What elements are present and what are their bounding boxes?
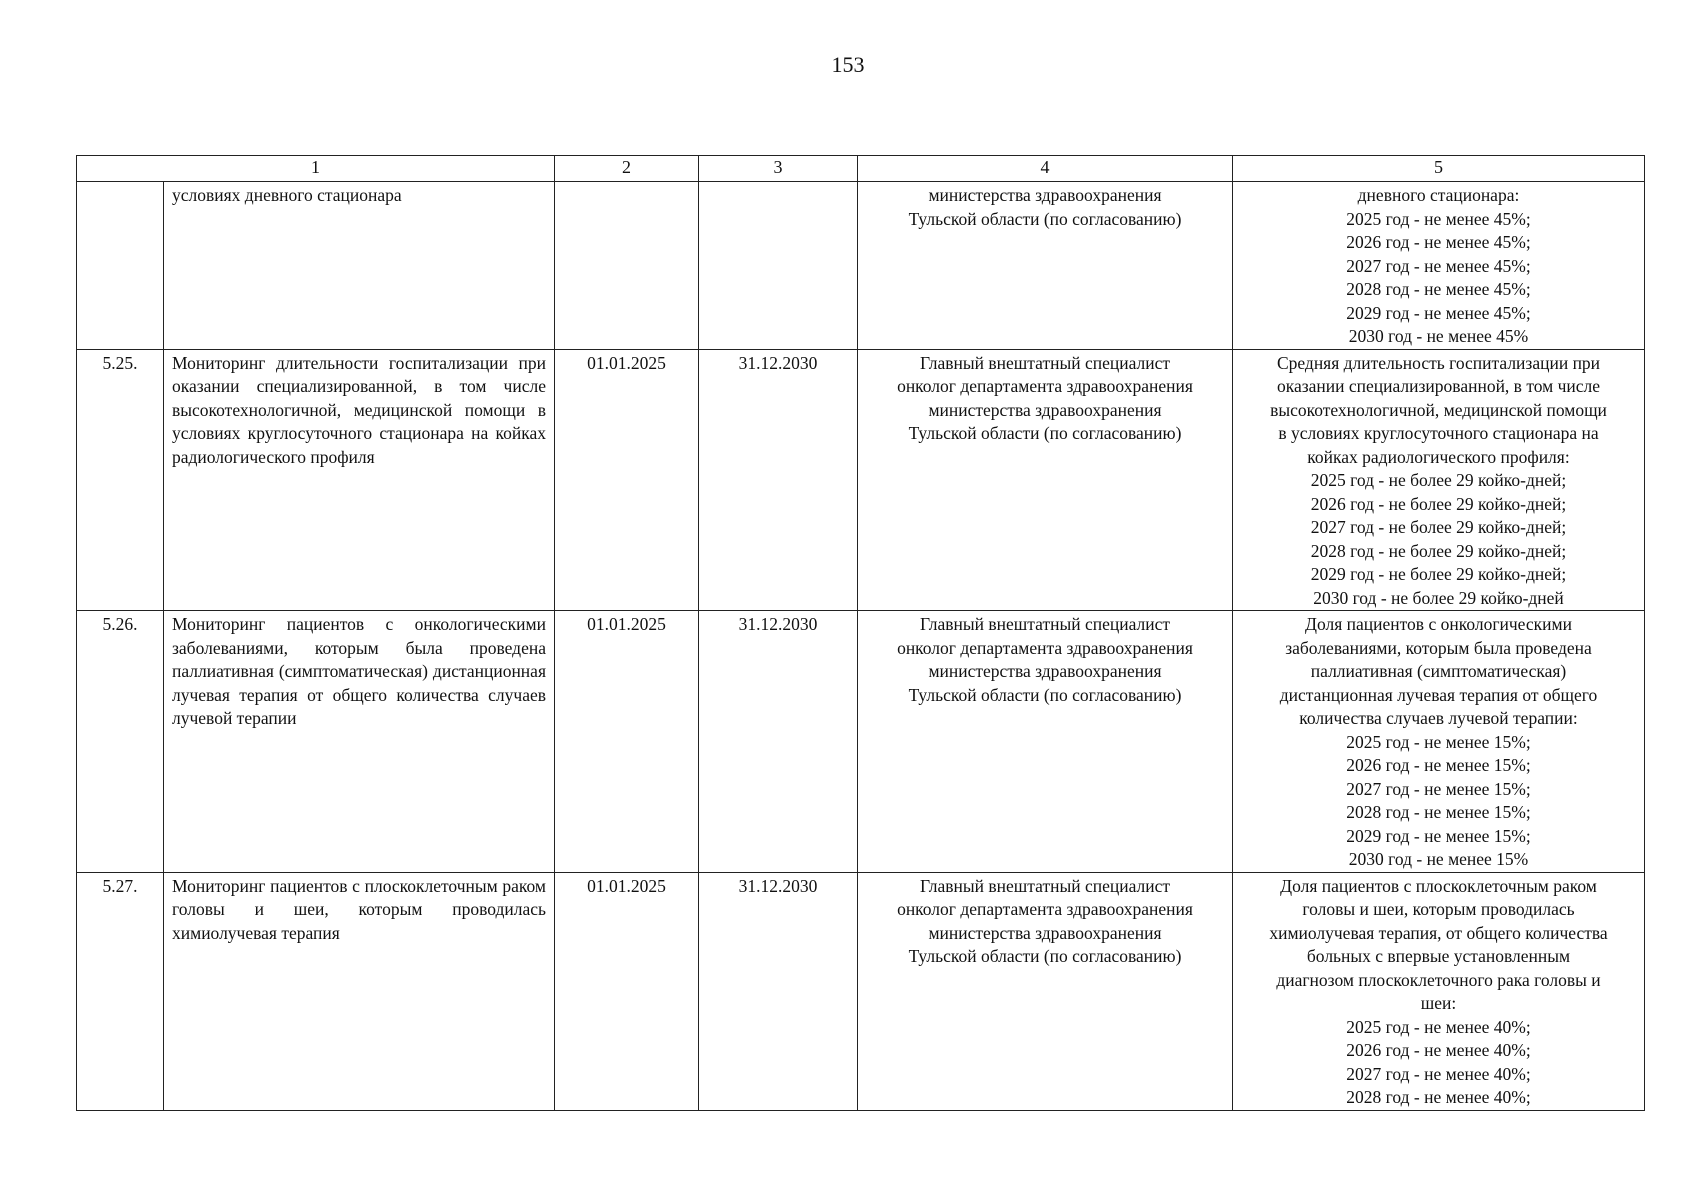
indicator-line: дневного стационара: bbox=[1357, 185, 1520, 205]
measure-name-cell bbox=[164, 611, 555, 873]
end-date-cell bbox=[699, 182, 858, 350]
indicator-line: 2026 год - не менее 45%; bbox=[1346, 232, 1531, 252]
responsible-cell bbox=[858, 349, 1233, 611]
indicator-line: головы и шеи, которым проводилась bbox=[1302, 899, 1575, 919]
responsible-line: Главный внештатный специалист bbox=[919, 614, 1171, 634]
indicator-line: 2027 год - не менее 40%; bbox=[1346, 1063, 1531, 1084]
responsible-cell bbox=[858, 872, 1233, 1110]
header-col-5: 5 bbox=[1233, 156, 1645, 182]
indicator-line: 2028 год - не более 29 койко-дней; bbox=[1310, 540, 1567, 561]
indicator-line: 2028 год - не менее 45%; bbox=[1346, 279, 1531, 299]
indicator-line: заболеваниями, которым была проведена bbox=[1285, 637, 1592, 658]
indicator-line: высокотехнологичной, медицинской помощи bbox=[1270, 399, 1607, 420]
indicator-line: 2025 год - не менее 40%; bbox=[1346, 1016, 1531, 1037]
indicator-line: шеи: bbox=[1420, 993, 1457, 1013]
responsible-line: Главный внештатный специалист bbox=[919, 352, 1171, 373]
indicator-line: 2025 год - не более 29 койко-дней; bbox=[1310, 470, 1567, 490]
table-row-continuation bbox=[77, 182, 1645, 350]
responsible-line: министерства здравоохранения bbox=[928, 661, 1162, 681]
indicator-line: Доля пациентов с плоскоклеточным раком bbox=[1280, 875, 1597, 896]
indicator-line: количества случаев лучевой терапии: bbox=[1299, 708, 1578, 728]
responsible-line: онколог департамента здравоохранения bbox=[897, 899, 1193, 919]
header-col-3: 3 bbox=[699, 156, 858, 182]
responsible-cell bbox=[858, 182, 1233, 350]
indicator-line: 2029 год - не более 29 койко-дней; bbox=[1310, 564, 1567, 584]
responsible-line: Главный внештатный специалист bbox=[919, 875, 1171, 896]
indicator-cell bbox=[1233, 872, 1645, 1110]
indicator-line: химиолучевая терапия, от общего количества bbox=[1269, 922, 1608, 943]
row-number: 5.25. bbox=[77, 349, 164, 611]
indicator-line: 2028 год - не менее 40%; bbox=[1346, 1087, 1531, 1107]
indicator-line: 2026 год - не менее 40%; bbox=[1346, 1040, 1531, 1060]
indicator-line: 2028 год - не менее 15%; bbox=[1346, 802, 1531, 822]
indicator-line: койках радиологического профиля: bbox=[1307, 446, 1570, 467]
indicator-line: в условиях круглосуточного стационара на bbox=[1278, 423, 1599, 443]
indicator-line: 2027 год - не менее 15%; bbox=[1346, 778, 1531, 799]
indicator-line: 2030 год - не более 29 койко-дней bbox=[1313, 587, 1564, 608]
indicator-line: 2030 год - не менее 45% bbox=[1348, 326, 1529, 346]
responsible-line: министерства здравоохранения bbox=[928, 399, 1162, 420]
header-row bbox=[77, 156, 1645, 182]
start-date-cell bbox=[555, 182, 699, 350]
start-date: 01.01.2025 bbox=[555, 872, 699, 1110]
indicator-cell bbox=[1233, 611, 1645, 873]
responsible-line: Тульской области (по согласованию) bbox=[908, 946, 1182, 966]
indicator-line: оказании специализированной, в том числе bbox=[1276, 376, 1601, 396]
indicator-line: дистанционная лучевая терапия от общего bbox=[1279, 684, 1598, 705]
page-number: 153 bbox=[831, 52, 865, 77]
table-row-5-27 bbox=[77, 872, 1645, 1110]
table-row-5-26 bbox=[77, 611, 1645, 873]
measure-name-cell bbox=[164, 872, 555, 1110]
measure-name: Мониторинг пациентов с плоскоклеточным раком головы и шеи, которым проводилась химиолучевая терапия bbox=[172, 875, 546, 943]
indicator-line: 2027 год - не менее 45%; bbox=[1346, 255, 1531, 276]
indicator-line: 2025 год - не менее 45%; bbox=[1346, 208, 1531, 229]
responsible-line: министерства здравоохранения bbox=[928, 185, 1162, 205]
measure-name: Мониторинг пациентов с онкологическими заболеваниями, которым была проведена паллиативная (симптоматическая) дистанционная лучевая терапия от общего количества случаев лучевой терапии bbox=[172, 614, 546, 728]
indicator-line: Средняя длительность госпитализации при bbox=[1276, 352, 1601, 373]
responsible-line: онколог департамента здравоохранения bbox=[897, 637, 1193, 658]
indicator-line: 2029 год - не менее 45%; bbox=[1346, 302, 1531, 323]
indicator-cell bbox=[1233, 182, 1645, 350]
row-number: 5.27. bbox=[77, 872, 164, 1110]
responsible-line: Тульской области (по согласованию) bbox=[908, 684, 1182, 705]
measure-name-cell bbox=[164, 349, 555, 611]
indicator-line: 2026 год - не менее 15%; bbox=[1346, 755, 1531, 775]
start-date: 01.01.2025 bbox=[555, 611, 699, 873]
responsible-line: Тульской области (по согласованию) bbox=[908, 208, 1182, 229]
row-number-cell bbox=[77, 182, 164, 350]
responsible-line: министерства здравоохранения bbox=[928, 922, 1162, 943]
end-date: 31.12.2030 bbox=[699, 611, 858, 873]
header-col-4: 4 bbox=[858, 156, 1233, 182]
indicator-line: 2026 год - не более 29 койко-дней; bbox=[1310, 493, 1567, 514]
measure-name: условиях дневного стационара bbox=[172, 185, 402, 205]
indicator-line: 2027 год - не более 29 койко-дней; bbox=[1310, 517, 1567, 537]
indicator-cell bbox=[1233, 349, 1645, 611]
responsible-line: онколог департамента здравоохранения bbox=[897, 376, 1193, 396]
measure-name-cell bbox=[164, 182, 555, 350]
indicator-line: больных с впервые установленным bbox=[1306, 946, 1571, 966]
measures-table bbox=[76, 155, 1645, 1111]
header-col-1: 1 bbox=[77, 156, 555, 182]
indicator-line: 2029 год - не менее 15%; bbox=[1346, 825, 1531, 846]
responsible-line: Тульской области (по согласованию) bbox=[908, 423, 1182, 443]
header-col-2: 2 bbox=[555, 156, 699, 182]
start-date: 01.01.2025 bbox=[555, 349, 699, 611]
responsible-cell bbox=[858, 611, 1233, 873]
indicator-line: 2025 год - не менее 15%; bbox=[1346, 731, 1531, 752]
indicator-line: паллиативная (симптоматическая) bbox=[1310, 661, 1567, 681]
table-row-5-25 bbox=[77, 349, 1645, 611]
row-number: 5.26. bbox=[77, 611, 164, 873]
indicator-line: диагнозом плоскоклеточного рака головы и bbox=[1276, 969, 1601, 990]
measure-name: Мониторинг длительности госпитализации при оказании специализированной, в том числе высокотехнологичной, медицинской помощи в условиях круглосуточного стационара на койках радиологического профиля bbox=[172, 352, 546, 467]
end-date: 31.12.2030 bbox=[699, 349, 858, 611]
indicator-line: 2030 год - не менее 15% bbox=[1348, 849, 1529, 869]
end-date: 31.12.2030 bbox=[699, 872, 858, 1110]
indicator-line: Доля пациентов с онкологическими bbox=[1305, 614, 1572, 634]
